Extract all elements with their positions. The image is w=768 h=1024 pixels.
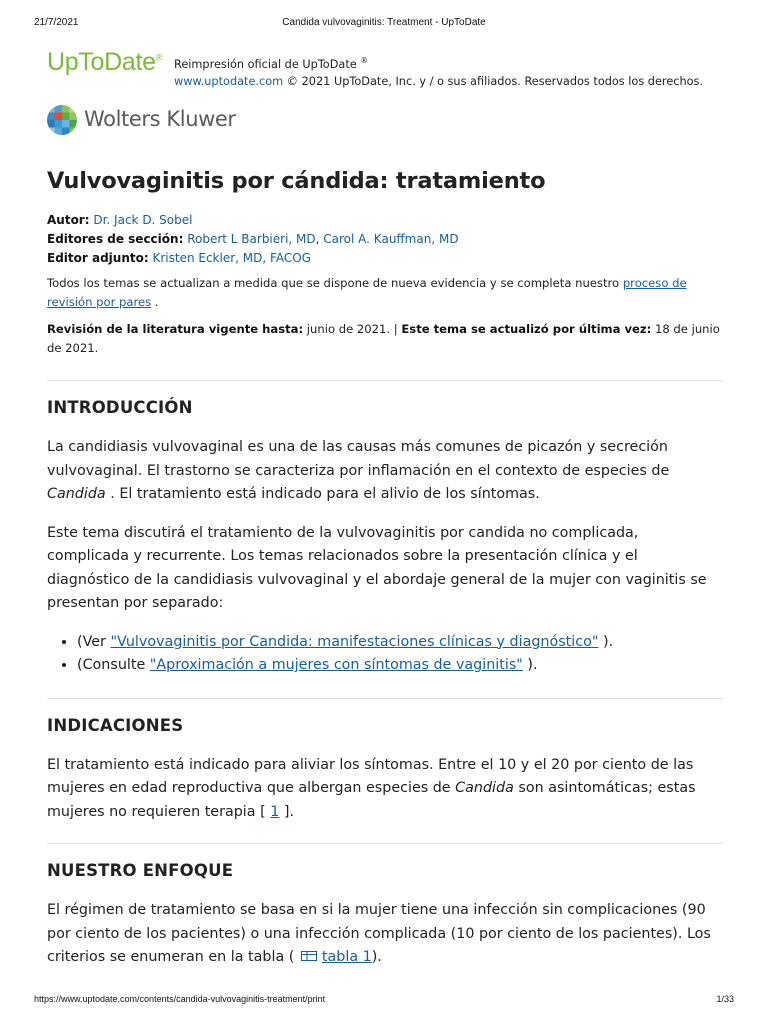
intro-paragraph: La candidiasis vulvovaginal es una de las causas más comunes de picazón y secreción vulvovaginal. El trastorno se caracteriza por inflamación en el contexto de especies de Candida . El tratamiento está indicado para el alivio de los síntomas. [47, 439, 670, 502]
wolters-kluwer-mark-icon [46, 104, 78, 136]
section-heading-our-approach: NUESTRO ENFOQUE [47, 861, 234, 880]
article [47, 168, 723, 970]
related-topics-list [47, 631, 723, 678]
page-number: 1/33 [716, 994, 734, 1004]
print-footer [0, 994, 768, 1008]
section-divider [47, 698, 723, 699]
approach-paragraph: El régimen de tratamiento se basa en si la mujer tiene una infección sin complicaciones (90 por ciento de los pacientes) o una infección complicada (10 por ciento de los pacientes). Los criterios se enumeran en la tabla ( tabla 1). [47, 902, 711, 965]
literature-review-status: Revisión de la literatura vigente hasta: junio de 2021. | Este tema se actualizó por última vez: 18 de junio de 2021. [47, 322, 720, 355]
intro-scope-paragraph: Este tema discutirá el tratamiento de la vulvovaginitis por candida no complicada, complicada y recurrente. Los temas relacionados sobre la presentación clínica y el diagnóstico de la candidiasis vulvovaginal y el abordaje general de la mujer con vaginitis se presentan por separado: [47, 524, 707, 611]
list-item: • (Consulte "Aproximación a mujeres con síntomas de vaginitis" ). [77, 654, 723, 678]
print-title: Candida vulvovaginitis: Treatment - UpToDate [282, 17, 486, 28]
related-topic-link[interactable]: "Aproximación a mujeres con síntomas de vaginitis" [149, 657, 523, 673]
print-url: https://www.uptodate.com/contents/candida-vulvovaginitis-treatment/print [34, 994, 326, 1004]
section-editor-link[interactable]: Carol A. Kauffman, MD [323, 232, 459, 246]
author-line: Autor: Dr. Jack D. Sobel [47, 213, 193, 227]
deputy-editor-line: Editor adjunto: Kristen Eckler, MD, FACOG [47, 251, 311, 265]
print-header [0, 17, 768, 31]
table-1-link[interactable]: tabla 1 [321, 949, 372, 965]
print-date: 21/7/2021 [34, 17, 79, 28]
deputy-editor-link[interactable]: Kristen Eckler, MD, FACOG [152, 251, 311, 265]
article-title: Vulvovaginitis por cándida: tratamiento [47, 168, 546, 194]
section-heading-introduction: INTRODUCCIÓN [47, 398, 193, 417]
uptodate-logo: UpToDate® [47, 48, 163, 76]
section-editor-link[interactable]: Robert L Barbieri, MD [187, 232, 316, 246]
indications-paragraph: El tratamiento está indicado para aliviar los síntomas. Entre el 10 y el 20 por ciento de las mujeres en edad reproductiva que albergan especies de Candida son asintomáticas; estas mujeres no requieren terapia [ 1 ]. [47, 756, 696, 820]
update-notice: Todos los temas se actualizan a medida que se dispone de nueva evidencia y se completa nuestro proceso de revisión por pares . [47, 276, 687, 309]
reprint-notice: Reimpresión oficial de UpToDate ® www.uptodate.com © 2021 UpToDate, Inc. y / o sus afiliados. Reservados todos los derechos. [174, 56, 704, 88]
uptodate-site-link[interactable]: www.uptodate.com [174, 74, 284, 88]
wolters-kluwer-wordmark: Wolters Kluwer [84, 107, 236, 131]
copyright-text: © 2021 UpToDate, Inc. y / o sus afiliados. Reservados todos los derechos. [283, 74, 704, 88]
author-link[interactable]: Dr. Jack D. Sobel [93, 213, 193, 227]
section-heading-indications: INDICACIONES [47, 715, 184, 735]
peer-review-link[interactable]: proceso de revisión por pares [47, 276, 687, 309]
article-credits [47, 211, 723, 268]
list-item: • (Ver "Vulvovaginitis por Candida: manifestaciones clínicas y diagnóstico" ). [77, 631, 723, 655]
table-icon [301, 951, 317, 961]
section-divider [47, 843, 723, 844]
reference-link[interactable]: 1 [270, 803, 280, 820]
section-divider [47, 380, 723, 381]
section-editors-line: Editores de sección: Robert L Barbieri, MD, Carol A. Kauffman, MD [47, 232, 459, 246]
related-topic-link[interactable]: "Vulvovaginitis por Candida: manifestaciones clínicas y diagnóstico" [110, 633, 599, 650]
